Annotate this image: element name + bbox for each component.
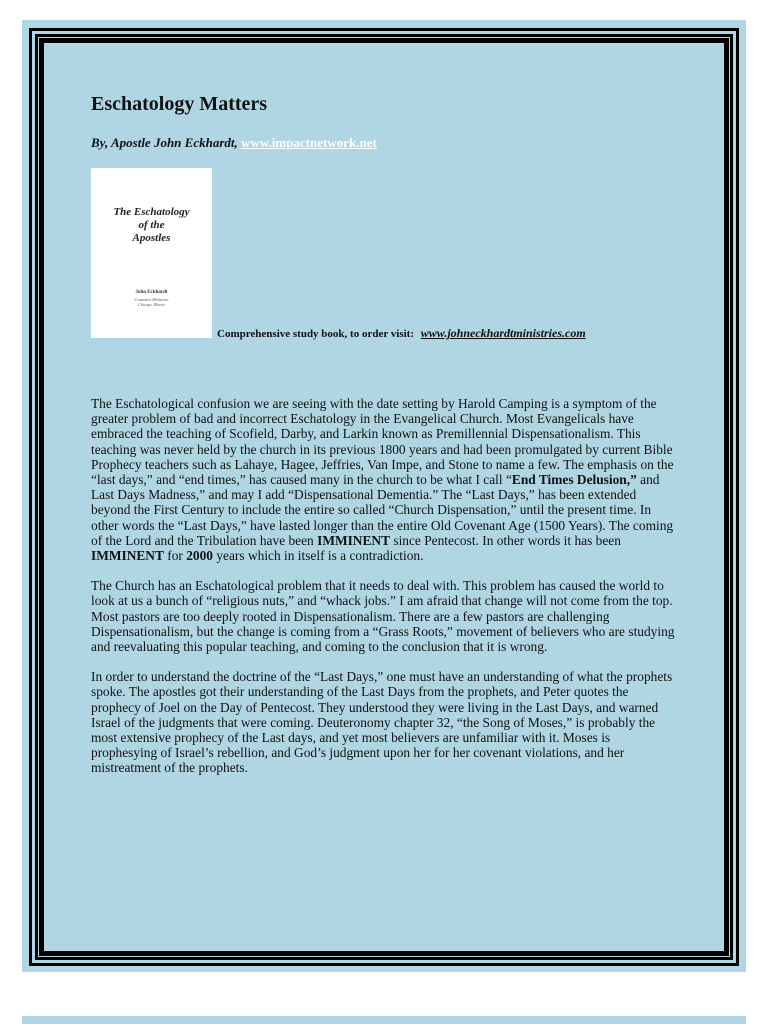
book-author: John Eckhardt <box>135 290 168 295</box>
paragraph-2: The Church has an Eschatological problem that it needs to deal with. This problem has caused the world to look at us a bunch of “religious nuts,” and “whack jobs.” I am afraid that change will not come from the top. Most pastors are too deeply rooted in Dispensationalism. There are a few pastors are challenging Dispensationalism, but the change is coming from a “Grass Roots,” movement of believers who are studying and reevaluating this popular teaching, and coming to the conclusion that it is wrong. <box>91 578 675 655</box>
order-text: Comprehensive study book, to order visit: <box>217 328 414 340</box>
next-page-edge <box>22 1016 746 1024</box>
document-title: Eschatology Matters <box>91 93 268 115</box>
order-line <box>217 326 586 341</box>
order-link[interactable]: www.johneckhardtministries.com <box>420 326 586 340</box>
book-title: The Eschatology of the Apostles <box>113 206 190 244</box>
byline <box>91 135 377 151</box>
impactnetwork-link[interactable]: www.impactnetwork.net <box>241 135 377 150</box>
book-publisher: Crusaders Ministries Chicago, Illinois <box>134 297 169 307</box>
article-body <box>91 396 676 791</box>
paragraph-1: The Eschatological confusion we are seeing with the date setting by Harold Camping is a symptom of the greater problem of bad and incorrect Eschatology in the Evangelical Church. Most Evangelicals have embraced the teaching of Scofield, Darby, and Larkin known as Premillennial Dispensationalism. This teaching was never held by the church in its previous 1800 years and had been promulgated by current Bible Prophecy teachers such as Lahaye, Hagee, Jeffries, Van Impe, and Stone to name a few. The emphasis on the “last days,” and “end times,” has caused many in the church to be what I call “End Times Delusion,” and Last Days Madness,” and may I add “Dispensational Dementia.” The “Last Days,” has been extended beyond the First Century to include the entire so called “Church Dispensation,” until the present time. In other words the “Last Days,” have lasted longer than the entire Old Covenant Age (1500 Years). The coming of the Lord and the Tribulation have been IMMINENT since Pentecost. In other words it has been IMMINENT for 2000 years which in itself is a contradiction. <box>91 396 674 564</box>
paragraph-3: In order to understand the doctrine of the “Last Days,” one must have an understanding of what the prophets spoke. The apostles got their understanding of the Last Days from the prophets, and Peter quotes the prophecy of Joel on the Day of Pentecost. They understood they were living in the Last Days, and warned Israel of the judgments that were coming. Deuteronomy chapter 32, “the Song of Moses,” is probably the most extensive prophecy of the Last days, and yet most believers are unfamiliar with it. Moses is prophesying of Israel’s rebellion, and God’s judgment upon her for her covenant violations, and her mistreatment of the prophets. <box>91 669 673 776</box>
title-block <box>91 92 681 116</box>
book-cover-image <box>91 168 212 338</box>
byline-author: By, Apostle John Eckhardt, <box>91 135 238 150</box>
